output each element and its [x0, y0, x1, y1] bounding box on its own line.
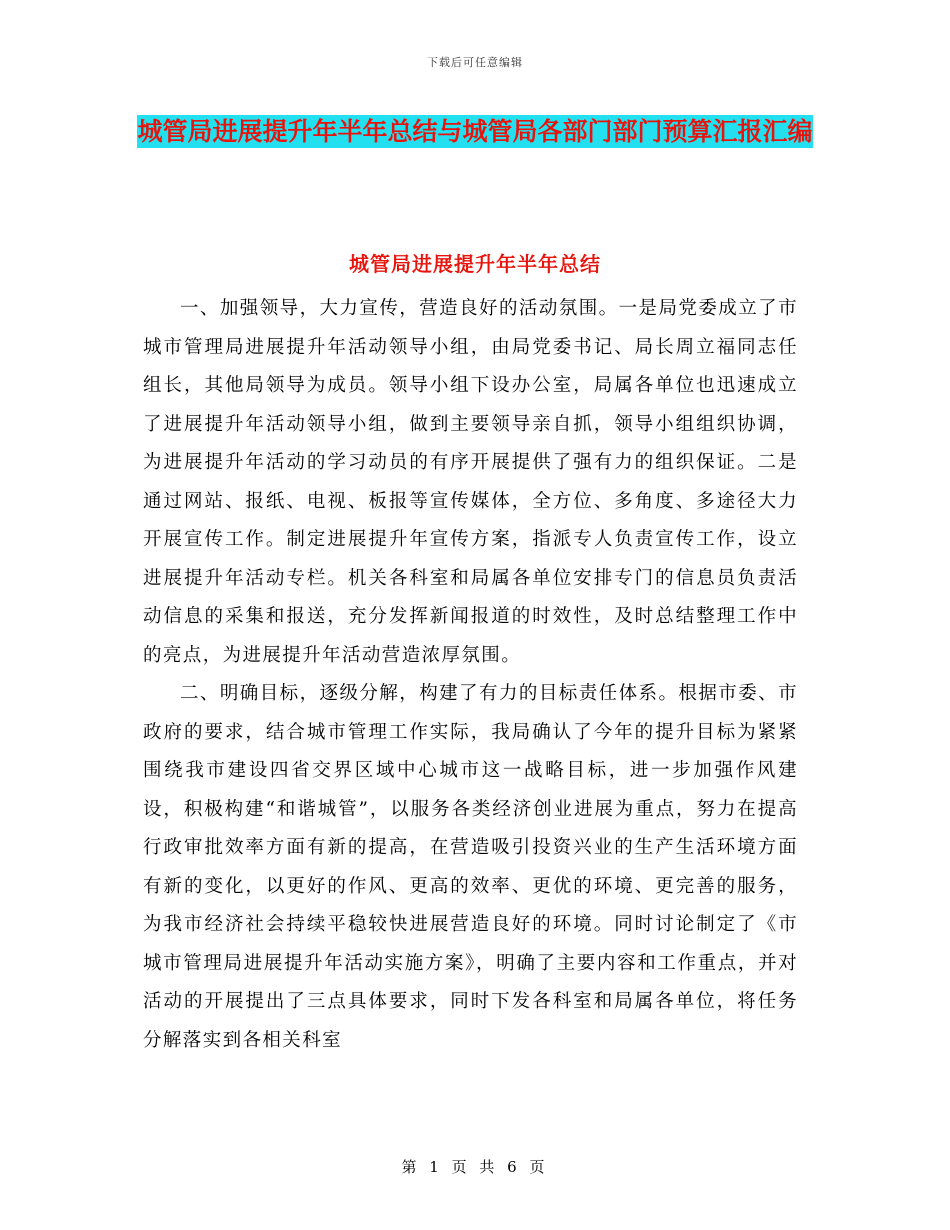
- document-title-text: 城管局进展提升年半年总结与城管局各部门部门预算汇报汇编: [137, 117, 813, 146]
- paragraph-1: 一、加强领导，大力宣传，营造良好的活动氛围。一是局党委成立了市城市管理局进展提升年活动领导小组，由局党委书记、局长周立福同志任组长，其他局领导为成员。领导小组下设办公室，局属各单位也迅速成立了进展提升年活动领导小组，做到主要领导亲自抓，领导小组组织协调，为进展提升年活动的学习动员的有序开展提供了强有力的组织保证。二是通过网站、报纸、电视、板报等宣传媒体，全方位、多角度、多途径大力开展宣传工作。制定进展提升年宣传方案，指派专人负责宣传工作，设立进展提升年活动专栏。机关各科室和局属各单位安排专门的信息员负责活动信息的采集和报送，充分发挥新闻报道的时效性，及时总结整理工作中的亮点，为进展提升年活动营造浓厚氛围。: [143, 298, 798, 666]
- document-title: [120, 108, 830, 156]
- paragraph-2: 二、明确目标，逐级分解，构建了有力的目标责任体系。根据市委、市政府的要求，结合城市管理工作实际，我局确认了今年的提升目标为紧紧围绕我市建设四省交界区域中心城市这一战略目标，进一步加强作风建设，积极构建“和谐城管”，以服务各类经济创业进展为重点，努力在提高行政审批效率方面有新的提高，在营造吸引投资兴业的生产生活环境方面有新的变化，以更好的作风、更高的效率、更优的环境、更完善的服务，为我市经济社会持续平稳较快进展营造良好的环境。同时讨论制定了《市城市管理局进展提升年活动实施方案》，明确了主要内容和工作重点，并对活动的开展提出了三点具体要求，同时下发各科室和局属各单位，将任务分解落实到各相关科室: [143, 683, 798, 1051]
- body-text: [143, 290, 798, 1060]
- header-note: 下载后可任意编辑: [427, 56, 523, 69]
- page-indicator: 第 1 页 共 6 页: [401, 1158, 549, 1176]
- section-title: 城管局进展提升年半年总结: [349, 252, 601, 276]
